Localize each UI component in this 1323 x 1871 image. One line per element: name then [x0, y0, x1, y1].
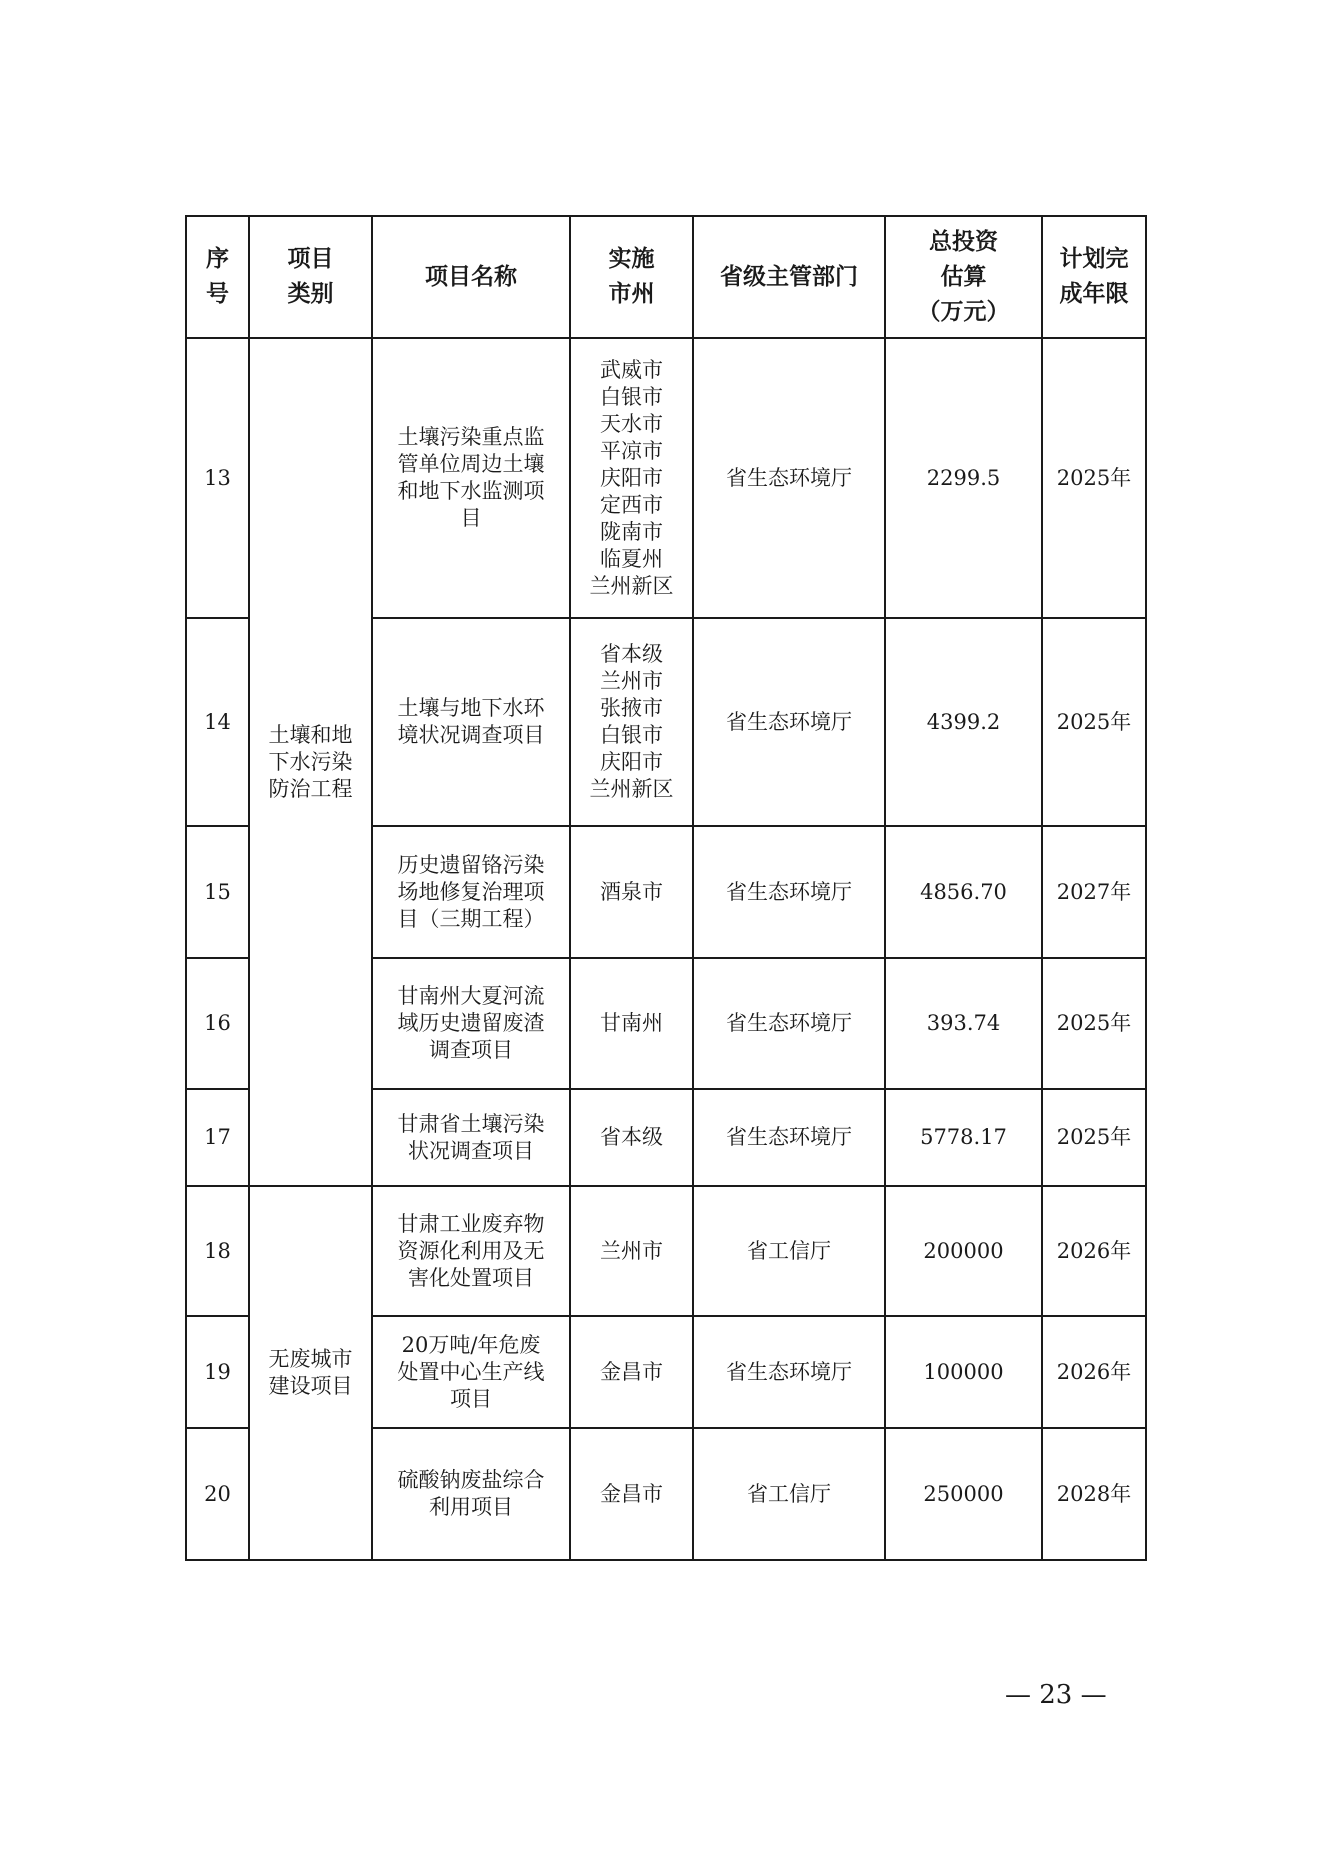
- cell-investment: 250000: [885, 1428, 1042, 1560]
- table-row: [186, 1186, 1146, 1316]
- cell-city: 武威市 白银市 天水市 平凉市 庆阳市 定西市 陇南市 临夏州 兰州新区: [570, 338, 693, 618]
- header-investment: 总投资 估算 （万元）: [885, 216, 1042, 338]
- cell-deadline: 2026年: [1042, 1316, 1146, 1428]
- cell-dept: 省生态环境厅: [693, 826, 885, 958]
- header-row: [186, 216, 1146, 338]
- cell-seq: 15: [186, 826, 249, 958]
- header-deadline: 计划完 成年限: [1042, 216, 1146, 338]
- cell-deadline: 2027年: [1042, 826, 1146, 958]
- header-city: 实施 市州: [570, 216, 693, 338]
- table-row: [186, 338, 1146, 618]
- cell-seq: 13: [186, 338, 249, 618]
- cell-investment: 393.74: [885, 958, 1042, 1089]
- cell-city: 省本级: [570, 1089, 693, 1186]
- cell-deadline: 2026年: [1042, 1186, 1146, 1316]
- cell-city: 兰州市: [570, 1186, 693, 1316]
- cell-city: 甘南州: [570, 958, 693, 1089]
- cell-city: 酒泉市: [570, 826, 693, 958]
- cell-deadline: 2028年: [1042, 1428, 1146, 1560]
- cell-investment: 4856.70: [885, 826, 1042, 958]
- cell-category-group: 无废城市 建设项目: [249, 1186, 372, 1560]
- cell-dept: 省生态环境厅: [693, 958, 885, 1089]
- cell-project-name: 甘肃省土壤污染 状况调查项目: [372, 1089, 570, 1186]
- cell-seq: 14: [186, 618, 249, 826]
- cell-investment: 2299.5: [885, 338, 1042, 618]
- cell-city: 金昌市: [570, 1316, 693, 1428]
- cell-category-group: 土壤和地 下水污染 防治工程: [249, 338, 372, 1186]
- cell-project-name: 甘南州大夏河流 域历史遗留废渣 调查项目: [372, 958, 570, 1089]
- cell-city: 金昌市: [570, 1428, 693, 1560]
- cell-deadline: 2025年: [1042, 618, 1146, 826]
- cell-dept: 省生态环境厅: [693, 1089, 885, 1186]
- header-name: 项目名称: [372, 216, 570, 338]
- cell-project-name: 甘肃工业废弃物 资源化利用及无 害化处置项目: [372, 1186, 570, 1316]
- cell-deadline: 2025年: [1042, 338, 1146, 618]
- cell-dept: 省生态环境厅: [693, 618, 885, 826]
- header-category: 项目 类别: [249, 216, 372, 338]
- cell-seq: 20: [186, 1428, 249, 1560]
- cell-seq: 18: [186, 1186, 249, 1316]
- cell-dept: 省生态环境厅: [693, 1316, 885, 1428]
- cell-investment: 4399.2: [885, 618, 1042, 826]
- cell-dept: 省工信厅: [693, 1186, 885, 1316]
- cell-project-name: 历史遗留铬污染 场地修复治理项 目（三期工程）: [372, 826, 570, 958]
- cell-project-name: 硫酸钠废盐综合 利用项目: [372, 1428, 570, 1560]
- projects-table: [185, 215, 1147, 1561]
- header-seq: 序 号: [186, 216, 249, 338]
- cell-seq: 19: [186, 1316, 249, 1428]
- cell-deadline: 2025年: [1042, 958, 1146, 1089]
- page-number: — 23 —: [1005, 1680, 1107, 1710]
- cell-deadline: 2025年: [1042, 1089, 1146, 1186]
- cell-investment: 100000: [885, 1316, 1042, 1428]
- cell-project-name: 土壤污染重点监 管单位周边土壤 和地下水监测项 目: [372, 338, 570, 618]
- cell-investment: 5778.17: [885, 1089, 1042, 1186]
- cell-investment: 200000: [885, 1186, 1042, 1316]
- cell-project-name: 20万吨/年危废 处置中心生产线 项目: [372, 1316, 570, 1428]
- header-dept: 省级主管部门: [693, 216, 885, 338]
- cell-dept: 省生态环境厅: [693, 338, 885, 618]
- cell-city: 省本级 兰州市 张掖市 白银市 庆阳市 兰州新区: [570, 618, 693, 826]
- cell-dept: 省工信厅: [693, 1428, 885, 1560]
- cell-project-name: 土壤与地下水环 境状况调查项目: [372, 618, 570, 826]
- cell-seq: 17: [186, 1089, 249, 1186]
- cell-seq: 16: [186, 958, 249, 1089]
